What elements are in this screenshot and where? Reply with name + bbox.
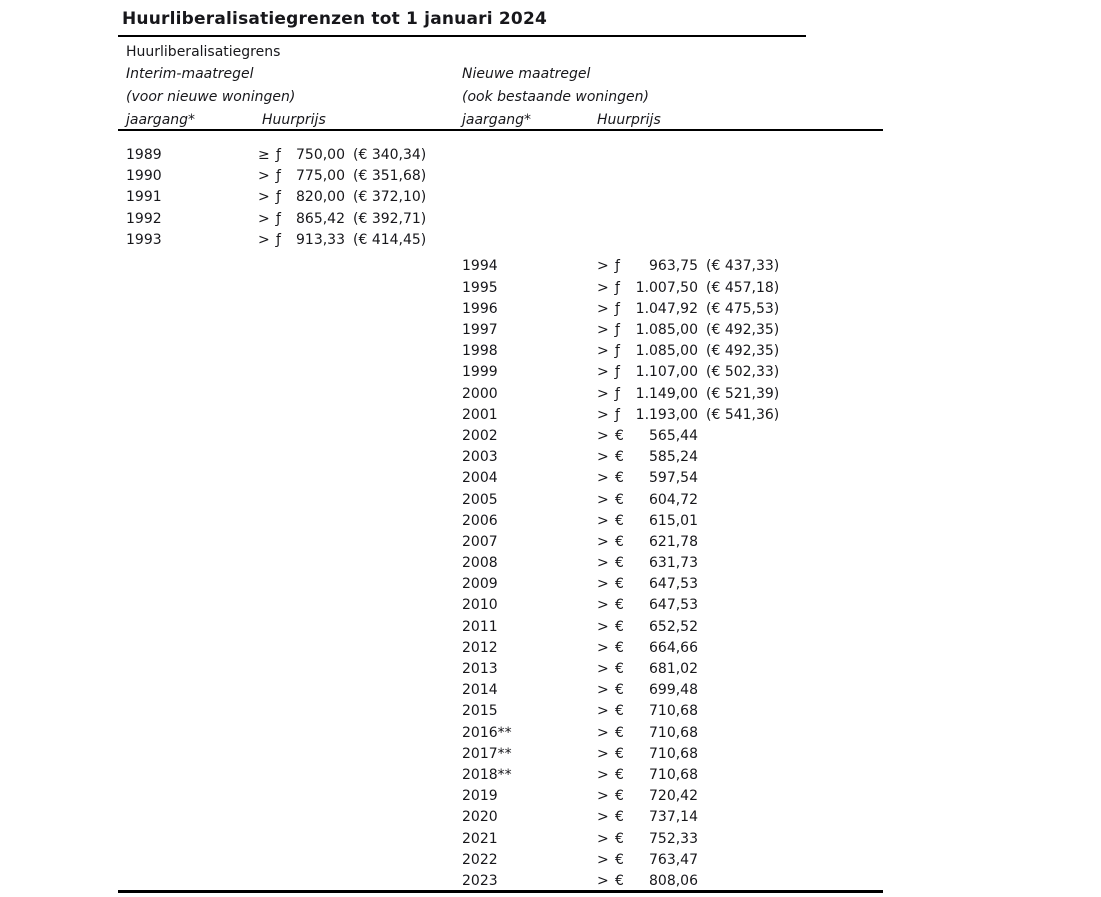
- rent-amount: 710,68: [649, 745, 698, 762]
- currency-symbol: €: [615, 427, 624, 444]
- price-cell: [597, 701, 706, 722]
- year-cell: 2020: [462, 809, 498, 826]
- comparison-operator: >: [597, 470, 609, 487]
- title-underline: [118, 35, 806, 37]
- currency-symbol: €: [615, 766, 624, 783]
- year-cell: 1990: [126, 168, 162, 185]
- rent-amount: 699,48: [649, 682, 698, 699]
- comparison-operator: >: [597, 279, 609, 296]
- price-cell: [597, 786, 706, 807]
- currency-symbol: ƒ: [615, 364, 620, 381]
- table-row: [118, 145, 883, 166]
- rent-amount: 597,54: [649, 470, 698, 487]
- left-column-header-year: jaargang*: [126, 112, 196, 128]
- currency-symbol: €: [615, 682, 624, 699]
- currency-symbol: ƒ: [615, 385, 620, 402]
- rent-amount: 1.107,00: [635, 364, 698, 381]
- rent-amount: 604,72: [649, 491, 698, 508]
- price-cell: [597, 829, 706, 850]
- euro-conversion: (€ 492,35): [706, 322, 780, 338]
- year-cell: 1989: [126, 147, 162, 163]
- year-cell: 2010: [462, 597, 498, 614]
- rent-amount: 1.085,00: [635, 343, 698, 360]
- table-subtitle: Huurliberalisatiegrens: [126, 44, 281, 60]
- comparison-operator: >: [597, 703, 609, 720]
- price-cell: [597, 807, 706, 828]
- euro-conversion: (€ 475,53): [706, 300, 780, 317]
- table-row: [118, 723, 883, 744]
- table-row: [118, 807, 883, 828]
- comparison-operator: >: [597, 576, 609, 593]
- price-cell: [597, 426, 706, 447]
- price-cell: [597, 553, 706, 574]
- comparison-operator: >: [597, 872, 609, 889]
- comparison-operator: ≥: [258, 147, 270, 163]
- year-cell: 2008: [462, 555, 498, 572]
- price-cell: [597, 405, 779, 426]
- euro-conversion: (€ 340,34): [353, 147, 427, 163]
- currency-symbol: €: [615, 851, 624, 868]
- year-cell: 2000: [462, 385, 498, 402]
- table-row: [118, 638, 883, 659]
- rent-amount: 710,68: [649, 724, 698, 741]
- comparison-operator: >: [597, 597, 609, 614]
- left-group-scope: (voor nieuwe woningen): [126, 89, 296, 105]
- table-row: [118, 765, 883, 786]
- euro-conversion: (€ 437,33): [706, 258, 780, 275]
- table-row: [118, 617, 883, 638]
- price-cell: [597, 595, 706, 616]
- currency-symbol: ƒ: [615, 279, 620, 296]
- comparison-operator: >: [597, 830, 609, 847]
- comparison-operator: >: [597, 406, 609, 423]
- currency-symbol: €: [615, 491, 624, 508]
- table-row: [118, 230, 883, 251]
- euro-conversion: (€ 457,18): [706, 279, 780, 296]
- comparison-operator: >: [597, 300, 609, 317]
- year-cell: 1998: [462, 343, 498, 360]
- year-cell: 2022: [462, 851, 498, 868]
- year-cell: 2014: [462, 682, 498, 699]
- euro-conversion: (€ 351,68): [353, 168, 427, 185]
- comparison-operator: >: [597, 343, 609, 360]
- table-row: [118, 850, 883, 871]
- year-cell: 2019: [462, 788, 498, 805]
- price-cell: [597, 659, 706, 680]
- rent-amount: 647,53: [649, 576, 698, 593]
- year-cell: 1994: [462, 258, 498, 275]
- currency-symbol: ƒ: [615, 300, 620, 317]
- year-cell: 2016**: [462, 724, 512, 741]
- currency-symbol: €: [615, 555, 624, 572]
- comparison-operator: >: [258, 189, 270, 206]
- year-cell: 2018**: [462, 766, 512, 783]
- year-cell: 2015: [462, 703, 498, 720]
- year-cell: 2009: [462, 576, 498, 593]
- currency-symbol: €: [615, 788, 624, 805]
- table-row: [118, 341, 883, 362]
- currency-symbol: €: [615, 533, 624, 550]
- currency-symbol: €: [615, 512, 624, 529]
- currency-symbol: €: [615, 661, 624, 677]
- rent-amount: 565,44: [649, 427, 698, 444]
- table-row: [118, 511, 883, 532]
- rent-amount: 1.047,92: [635, 300, 698, 317]
- price-cell: [597, 384, 779, 405]
- table-row: [118, 447, 883, 468]
- price-cell: [597, 341, 779, 362]
- year-cell: 1993: [126, 231, 162, 248]
- rent-amount: 631,73: [649, 555, 698, 572]
- price-cell: [597, 850, 706, 871]
- currency-symbol: €: [615, 470, 624, 487]
- year-cell: 2001: [462, 406, 498, 423]
- price-cell: [597, 532, 706, 553]
- rent-amount: 720,42: [649, 788, 698, 805]
- year-cell: 2013: [462, 661, 498, 677]
- price-cell: [258, 145, 426, 166]
- bottom-rule: [118, 890, 883, 893]
- table-row: [118, 574, 883, 595]
- currency-symbol: €: [615, 576, 624, 593]
- table-rows: [118, 145, 883, 892]
- table-row: [118, 256, 883, 277]
- table-row: [118, 320, 883, 341]
- price-cell: [597, 574, 706, 595]
- comparison-operator: >: [597, 427, 609, 444]
- comparison-operator: >: [597, 449, 609, 466]
- currency-symbol: €: [615, 872, 624, 889]
- year-cell: 2004: [462, 470, 498, 487]
- year-cell: 1997: [462, 322, 498, 338]
- euro-conversion: (€ 392,71): [353, 210, 427, 227]
- comparison-operator: >: [597, 639, 609, 656]
- comparison-operator: >: [597, 724, 609, 741]
- table-row: [118, 829, 883, 850]
- year-cell: 2023: [462, 872, 498, 889]
- header-rule: [118, 129, 883, 131]
- currency-symbol: ƒ: [276, 189, 281, 206]
- rent-amount: 585,24: [649, 449, 698, 466]
- comparison-operator: >: [597, 618, 609, 635]
- table-row: [118, 362, 883, 383]
- comparison-operator: >: [597, 512, 609, 529]
- price-cell: [597, 871, 706, 892]
- table-row: [118, 744, 883, 765]
- year-cell: 1996: [462, 300, 498, 317]
- comparison-operator: >: [597, 322, 609, 338]
- year-cell: 1995: [462, 279, 498, 296]
- comparison-operator: >: [597, 258, 609, 275]
- table-row: [118, 299, 883, 320]
- table-row: [118, 786, 883, 807]
- comparison-operator: >: [597, 533, 609, 550]
- year-cell: 2011: [462, 618, 498, 635]
- price-cell: [597, 278, 779, 299]
- rent-amount: 752,33: [649, 830, 698, 847]
- euro-conversion: (€ 492,35): [706, 343, 780, 360]
- rent-amount: 913,33: [296, 231, 345, 248]
- euro-conversion: (€ 541,36): [706, 406, 780, 423]
- rent-amount: 775,00: [296, 168, 345, 185]
- price-cell: [597, 744, 706, 765]
- currency-symbol: €: [615, 639, 624, 656]
- rent-amount: 763,47: [649, 851, 698, 868]
- price-cell: [597, 320, 779, 341]
- rent-amount: 615,01: [649, 512, 698, 529]
- price-cell: [597, 765, 706, 786]
- price-cell: [597, 680, 706, 701]
- table-row: [118, 187, 883, 208]
- price-cell: [258, 230, 426, 251]
- currency-symbol: ƒ: [276, 147, 281, 163]
- currency-symbol: €: [615, 745, 624, 762]
- year-cell: 2006: [462, 512, 498, 529]
- rent-amount: 1.193,00: [635, 406, 698, 423]
- rent-amount: 750,00: [296, 147, 345, 163]
- table-row: [118, 595, 883, 616]
- price-cell: [258, 166, 426, 187]
- euro-conversion: (€ 372,10): [353, 189, 427, 206]
- table-row: [118, 384, 883, 405]
- left-group-name: Interim-maatregel: [126, 66, 254, 82]
- year-cell: 2017**: [462, 745, 512, 762]
- rent-amount: 681,02: [649, 661, 698, 677]
- currency-symbol: ƒ: [276, 168, 281, 185]
- comparison-operator: >: [597, 385, 609, 402]
- rent-amount: 710,68: [649, 703, 698, 720]
- price-cell: [597, 299, 779, 320]
- rent-amount: 963,75: [649, 258, 698, 275]
- currency-symbol: €: [615, 809, 624, 826]
- currency-symbol: €: [615, 830, 624, 847]
- rent-amount: 1.007,50: [635, 279, 698, 296]
- table-row: [118, 405, 883, 426]
- currency-symbol: €: [615, 703, 624, 720]
- right-column-header-year: jaargang*: [462, 112, 532, 128]
- rent-amount: 1.085,00: [635, 322, 698, 338]
- price-cell: [258, 209, 426, 230]
- rent-amount: 664,66: [649, 639, 698, 656]
- table-row: [118, 871, 883, 892]
- comparison-operator: >: [597, 788, 609, 805]
- comparison-operator: >: [258, 231, 270, 248]
- right-column-header-price: Huurprijs: [597, 112, 661, 128]
- comparison-operator: >: [597, 491, 609, 508]
- year-cell: 2012: [462, 639, 498, 656]
- comparison-operator: >: [597, 364, 609, 381]
- rent-amount: 865,42: [296, 210, 345, 227]
- year-cell: 2007: [462, 533, 498, 550]
- euro-conversion: (€ 521,39): [706, 385, 780, 402]
- right-group-scope: (ook bestaande woningen): [462, 89, 649, 105]
- currency-symbol: ƒ: [276, 231, 281, 248]
- currency-symbol: ƒ: [276, 210, 281, 227]
- rent-amount: 710,68: [649, 766, 698, 783]
- rent-amount: 652,52: [649, 618, 698, 635]
- rent-amount: 621,78: [649, 533, 698, 550]
- price-cell: [597, 256, 779, 277]
- comparison-operator: >: [597, 555, 609, 572]
- rent-amount: 820,00: [296, 189, 345, 206]
- comparison-operator: >: [597, 661, 609, 677]
- price-cell: [597, 362, 779, 383]
- table-row: [118, 278, 883, 299]
- price-cell: [258, 187, 426, 208]
- comparison-operator: >: [597, 809, 609, 826]
- table-row: [118, 701, 883, 722]
- comparison-operator: >: [597, 851, 609, 868]
- price-cell: [597, 638, 706, 659]
- right-group-name: Nieuwe maatregel: [462, 66, 591, 82]
- price-cell: [597, 468, 706, 489]
- table-row: [118, 166, 883, 187]
- table-row: [118, 553, 883, 574]
- rent-amount: 737,14: [649, 809, 698, 826]
- table-row: [118, 659, 883, 680]
- price-cell: [597, 490, 706, 511]
- currency-symbol: ƒ: [615, 258, 620, 275]
- comparison-operator: >: [258, 210, 270, 227]
- year-cell: 1992: [126, 210, 162, 227]
- rent-amount: 808,06: [649, 872, 698, 889]
- year-cell: 2003: [462, 449, 498, 466]
- year-cell: 2021: [462, 830, 498, 847]
- table-row: [118, 468, 883, 489]
- table-row: [118, 490, 883, 511]
- table-row: [118, 426, 883, 447]
- price-cell: [597, 617, 706, 638]
- price-cell: [597, 511, 706, 532]
- comparison-operator: >: [258, 168, 270, 185]
- page-title: Huurliberalisatiegrenzen tot 1 januari 2024: [122, 9, 548, 29]
- currency-symbol: ƒ: [615, 343, 620, 360]
- euro-conversion: (€ 414,45): [353, 231, 427, 248]
- currency-symbol: €: [615, 597, 624, 614]
- currency-symbol: €: [615, 449, 624, 466]
- rent-amount: 1.149,00: [635, 385, 698, 402]
- table-row: [118, 532, 883, 553]
- currency-symbol: €: [615, 618, 624, 635]
- year-cell: 2002: [462, 427, 498, 444]
- price-cell: [597, 447, 706, 468]
- year-cell: 1991: [126, 189, 162, 206]
- currency-symbol: ƒ: [615, 322, 620, 338]
- table-row: [118, 209, 883, 230]
- currency-symbol: ƒ: [615, 406, 620, 423]
- comparison-operator: >: [597, 766, 609, 783]
- year-cell: 1999: [462, 364, 498, 381]
- rent-amount: 647,53: [649, 597, 698, 614]
- comparison-operator: >: [597, 682, 609, 699]
- euro-conversion: (€ 502,33): [706, 364, 780, 381]
- comparison-operator: >: [597, 745, 609, 762]
- price-cell: [597, 723, 706, 744]
- year-cell: 2005: [462, 491, 498, 508]
- left-column-header-price: Huurprijs: [262, 112, 326, 128]
- table-row: [118, 680, 883, 701]
- currency-symbol: €: [615, 724, 624, 741]
